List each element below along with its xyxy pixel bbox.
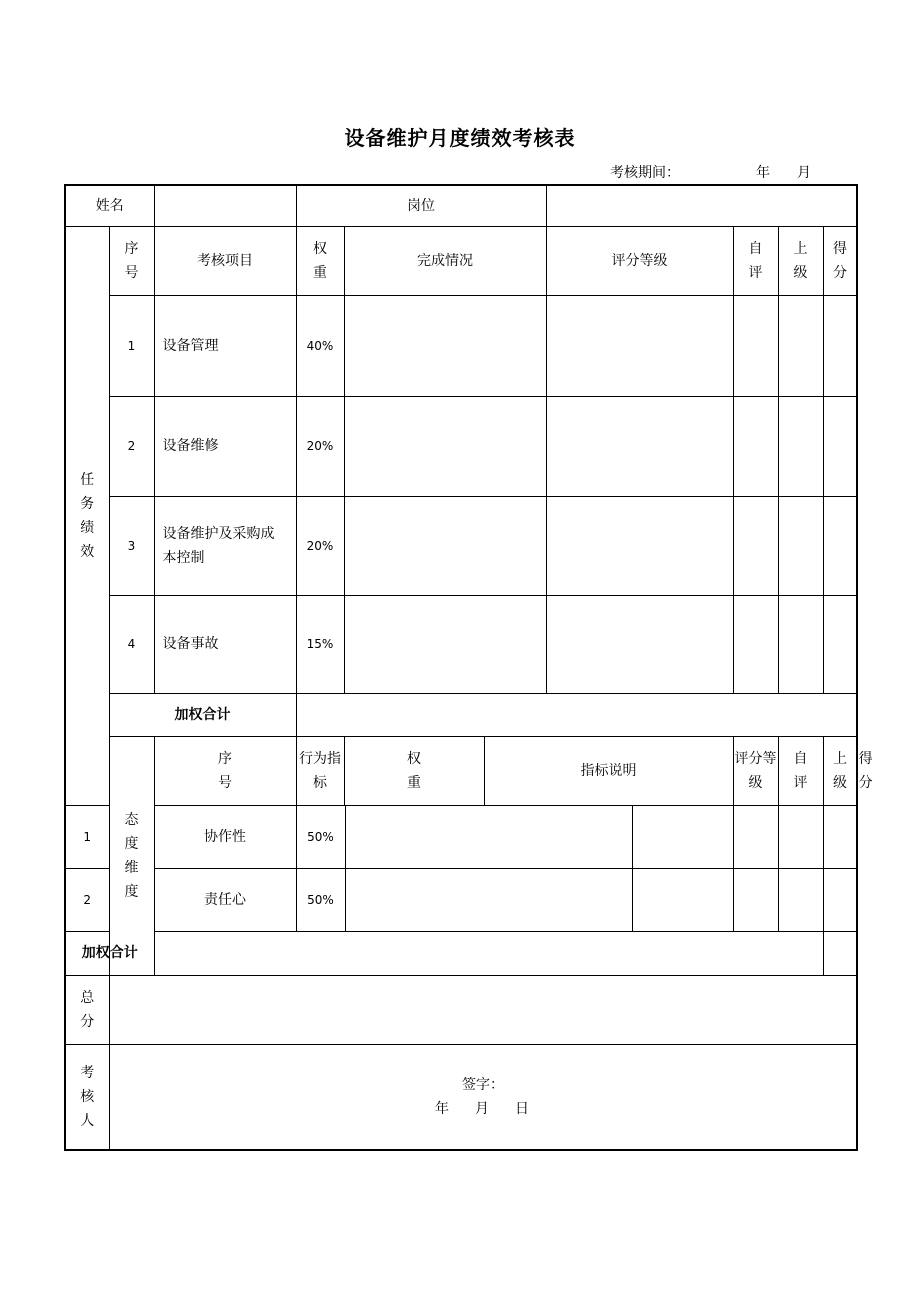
task-self-cell[interactable] (733, 295, 778, 396)
attitude-score-cell[interactable] (823, 805, 857, 868)
task-superior-cell[interactable] (778, 295, 823, 396)
sign-label: 签字： (462, 1076, 505, 1093)
table-row (65, 805, 857, 868)
attitude-superior-cell[interactable] (778, 868, 823, 931)
task-seq: 4 (109, 595, 154, 693)
task-section-label: 任务绩效 (65, 226, 109, 805)
task-superior-cell[interactable] (778, 396, 823, 496)
table-row (65, 868, 857, 931)
task-superior-cell[interactable] (778, 595, 823, 693)
name-field[interactable] (154, 185, 296, 226)
attitude-header-row: 态度维度 序号 行为指标 权重 指标说明 评分等级 自评 上级 得分 (65, 736, 857, 805)
task-rating-cell[interactable] (546, 595, 733, 693)
reviewer-label: 考核人 (65, 1044, 109, 1150)
task-rating-cell[interactable] (546, 295, 733, 396)
task-subtotal-row (65, 693, 857, 736)
task-col-rating: 评分等级 (546, 226, 733, 295)
task-rating-cell[interactable] (546, 396, 733, 496)
task-completion-cell[interactable] (344, 396, 546, 496)
task-weight: 20% (296, 496, 344, 595)
attitude-subtotal-label: 加权合计 (65, 931, 154, 975)
task-item: 设备维护及采购成本控制 (154, 496, 296, 595)
review-period (0, 162, 920, 182)
attitude-score-cell[interactable] (823, 868, 857, 931)
task-completion-cell[interactable] (344, 595, 546, 693)
task-completion-cell[interactable] (344, 295, 546, 396)
task-col-score: 得分 (823, 226, 857, 295)
attitude-col-seq: 序号 (154, 736, 296, 805)
task-seq: 3 (109, 496, 154, 595)
attitude-col-behavior: 行为指标 (296, 736, 344, 805)
table-row (65, 595, 857, 693)
period-label: 考核期间： (610, 165, 680, 181)
table-row (65, 396, 857, 496)
task-header-row (65, 226, 857, 295)
task-self-cell[interactable] (733, 595, 778, 693)
total-label: 总分 (65, 975, 109, 1044)
task-weight: 40% (296, 295, 344, 396)
attitude-superior-cell[interactable] (778, 805, 823, 868)
attitude-col-rating: 评分等级 (733, 736, 778, 805)
task-seq: 1 (109, 295, 154, 396)
task-col-item: 考核项目 (154, 226, 296, 295)
attitude-col-superior: 上级 (823, 736, 857, 805)
task-rating-cell[interactable] (546, 496, 733, 595)
task-score-cell[interactable] (823, 295, 857, 396)
task-col-weight: 权重 (296, 226, 344, 295)
sign-day-label: 日 (515, 1100, 530, 1117)
attitude-self-cell[interactable] (733, 868, 778, 931)
attitude-col-self: 自评 (778, 736, 823, 805)
attitude-description-cell[interactable] (345, 805, 632, 868)
page-title: 设备维护月度绩效考核表 (344, 126, 576, 150)
attitude-description-cell[interactable] (345, 868, 632, 931)
attitude-behavior: 责任心 (154, 868, 296, 931)
task-col-self: 自评 (733, 226, 778, 295)
task-subtotal-label: 加权合计 (109, 693, 296, 736)
total-row (65, 975, 857, 1044)
attitude-rating-cell[interactable] (632, 805, 733, 868)
task-weight: 15% (296, 595, 344, 693)
task-seq: 2 (109, 396, 154, 496)
task-col-completion: 完成情况 (344, 226, 546, 295)
attitude-weight: 50% (296, 805, 345, 868)
attitude-seq: 1 (65, 805, 109, 868)
period-month-label: 月 (797, 165, 811, 181)
attitude-behavior: 协作性 (154, 805, 296, 868)
task-item: 设备管理 (154, 295, 296, 396)
task-col-superior: 上级 (778, 226, 823, 295)
task-item: 设备事故 (154, 595, 296, 693)
attitude-subtotal-value[interactable] (154, 931, 823, 975)
task-self-cell[interactable] (733, 496, 778, 595)
attitude-subtotal-row (65, 931, 857, 975)
task-superior-cell[interactable] (778, 496, 823, 595)
sign-month-label: 月 (475, 1100, 490, 1117)
attitude-rating-cell[interactable] (632, 868, 733, 931)
task-item: 设备维修 (154, 396, 296, 496)
period-year-label: 年 (756, 165, 770, 181)
reviewer-signature-area[interactable] (109, 1044, 857, 1150)
task-score-cell[interactable] (823, 396, 857, 496)
total-value[interactable] (109, 975, 857, 1044)
sign-date (110, 1097, 857, 1121)
attitude-col-weight: 权重 (344, 736, 484, 805)
sign-year-label: 年 (435, 1100, 450, 1117)
attitude-self-cell[interactable] (733, 805, 778, 868)
task-self-cell[interactable] (733, 396, 778, 496)
task-score-cell[interactable] (823, 595, 857, 693)
reviewer-row (65, 1044, 857, 1150)
table-row (65, 295, 857, 396)
name-label: 姓名 (65, 185, 154, 226)
attitude-weight: 50% (296, 868, 345, 931)
attitude-section-label: 态度维度 (109, 736, 154, 975)
position-label: 岗位 (296, 185, 546, 226)
task-score-cell[interactable] (823, 496, 857, 595)
task-completion-cell[interactable] (344, 496, 546, 595)
attitude-seq: 2 (65, 868, 109, 931)
position-field[interactable] (546, 185, 857, 226)
task-col-seq: 序号 (109, 226, 154, 295)
table-row (65, 496, 857, 595)
header-row (65, 185, 857, 226)
appraisal-table (64, 184, 873, 1151)
task-weight: 20% (296, 396, 344, 496)
attitude-col-description: 指标说明 (484, 736, 733, 805)
task-subtotal-value[interactable] (296, 693, 857, 736)
